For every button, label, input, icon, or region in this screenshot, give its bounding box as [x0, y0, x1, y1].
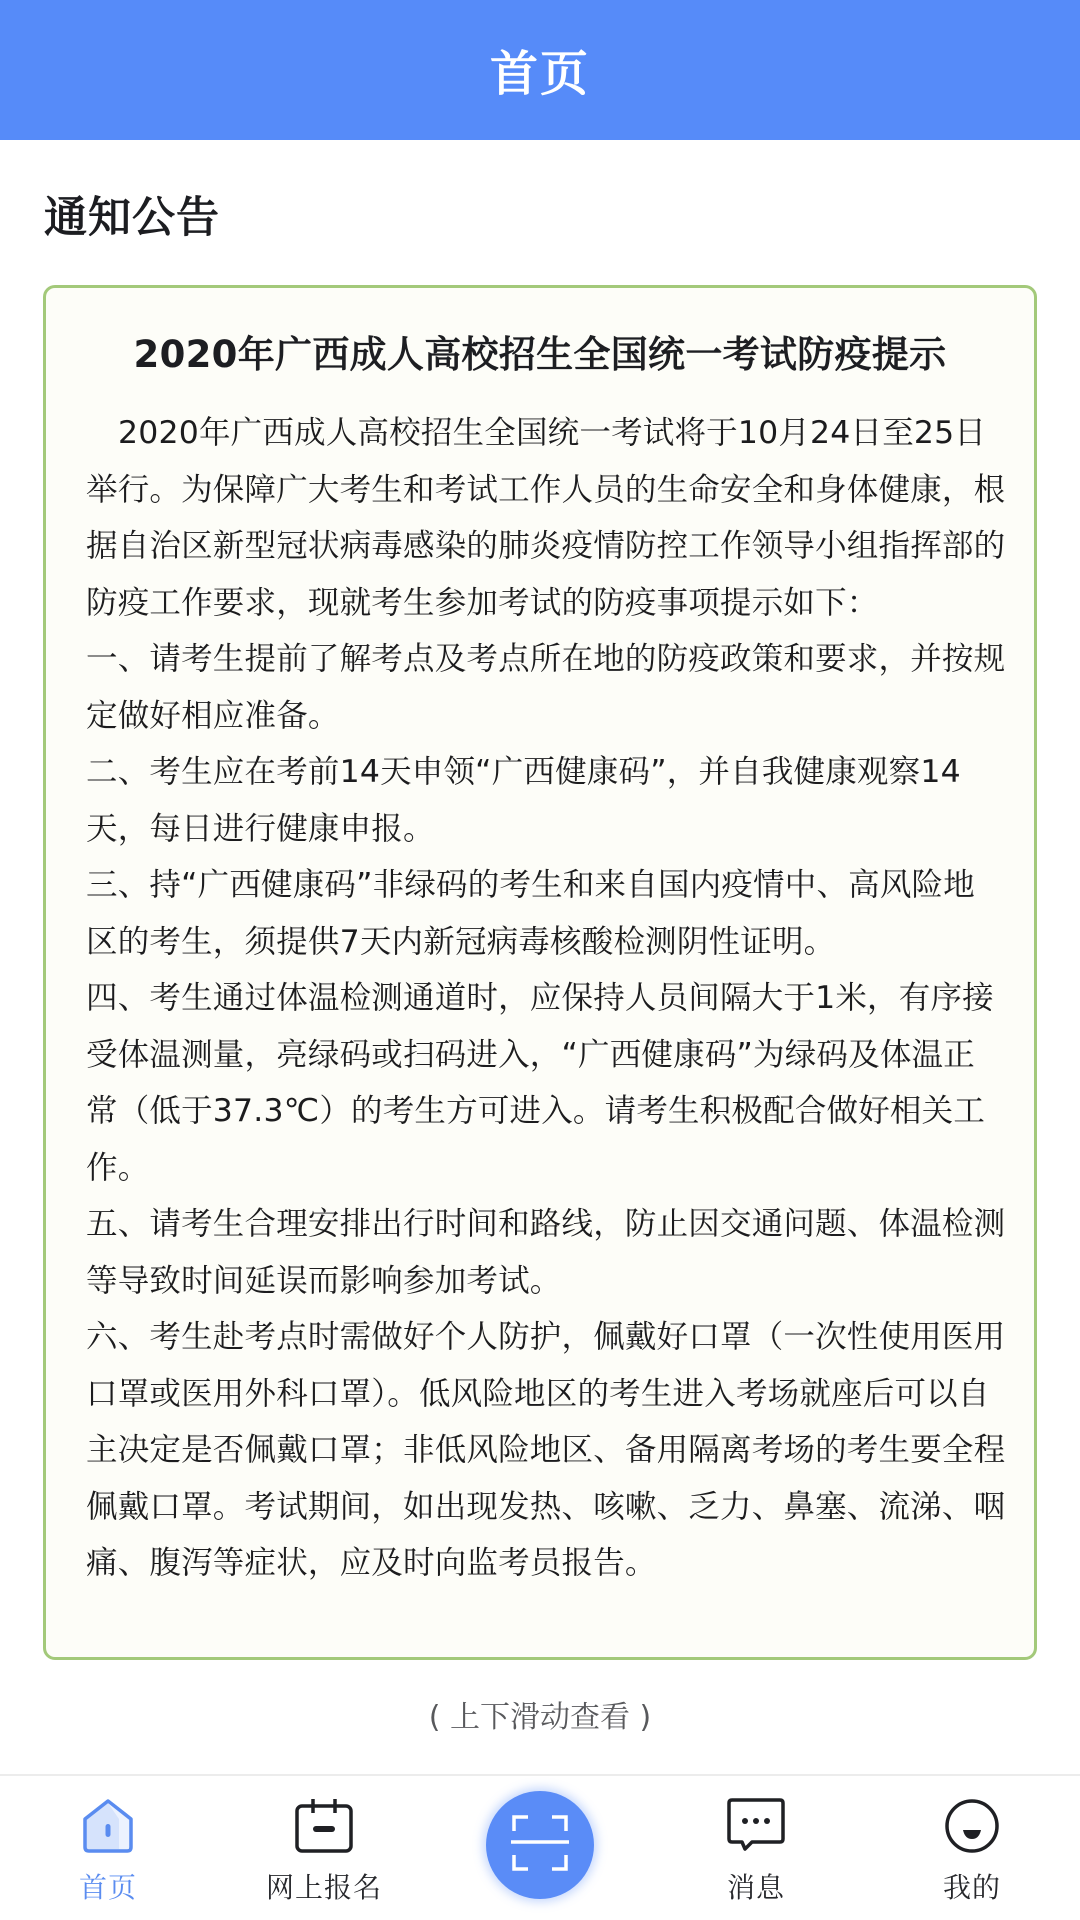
notice-paragraph-3: 三、持“广西健康码”非绿码的考生和来自国内疫情中、高风险地区的考生，须提供7天内新冠病毒核酸检测阴性证明。 — [86, 867, 975, 960]
notice-paragraph-5: 五、请考生合理安排出行时间和路线，防止因交通问题、体温检测等导致时间延误而影响参加考试。 — [86, 1206, 1006, 1299]
notice-card[interactable] — [43, 285, 1037, 1660]
notice-paragraph-intro: 2020年广西成人高校招生全国统一考试将于10月24日至25日举行。为保障广大考生和考试工作人员的生命安全和身体健康，根据自治区新型冠状病毒感染的肺炎疫情防控工作领导小组指挥部的防疫工作要求，现就考生参加考试的防疫事项提示如下： — [86, 415, 1006, 621]
notice-title: 2020年广西成人高校招生全国统一考试防疫提示 — [133, 333, 947, 376]
notice-paragraph-1: 一、请考生提前了解考点及考点所在地的防疫政策和要求，并按规定做好相应准备。 — [86, 641, 1006, 734]
notice-paragraph-6: 六、考生赴考点时需做好个人防护，佩戴好口罩（一次性使用医用口罩或医用外科口罩）。低风险地区的考生进入考场就座后可以自主决定是否佩戴口罩；非低风险地区、备用隔离考场的考生要全程佩戴口罩。考试期间，如出现发热、咳嗽、乏力、鼻塞、流涕、咽痛、腹泻等症状，应及时向监考员报告。 — [86, 1319, 1006, 1581]
home-icon — [78, 1798, 138, 1854]
top-header — [0, 0, 1080, 140]
tab-home-label: 首页 — [78, 1871, 137, 1904]
scan-icon — [509, 1812, 571, 1878]
page-title: 首页 — [489, 45, 590, 102]
scan-button[interactable] — [486, 1791, 594, 1899]
notice-body — [86, 405, 1006, 1592]
message-icon — [726, 1798, 786, 1854]
tab-online-registration[interactable] — [216, 1776, 432, 1920]
tab-messages[interactable] — [648, 1776, 864, 1920]
calendar-icon — [294, 1798, 354, 1854]
notice-paragraph-2: 二、考生应在考前14天申领“广西健康码”，并自我健康观察14天，每日进行健康申报。 — [86, 754, 961, 847]
tab-mine[interactable] — [864, 1776, 1080, 1920]
tab-messages-label: 消息 — [726, 1871, 785, 1904]
scroll-hint: ( 上下滑动查看 ) — [428, 1700, 652, 1735]
section-title-notices: 通知公告 — [44, 193, 220, 243]
tab-registration-label: 网上报名 — [265, 1871, 382, 1904]
notice-paragraph-4: 四、考生通过体温检测通道时，应保持人员间隔大于1米，有序接受体温测量，亮绿码或扫码进入，“广西健康码”为绿码及体温正常（低于37.3℃）的考生方可进入。请考生积极配合做好相关工作。 — [86, 980, 994, 1186]
profile-icon — [942, 1798, 1002, 1854]
tab-home[interactable] — [0, 1776, 216, 1920]
tab-mine-label: 我的 — [942, 1871, 1001, 1904]
